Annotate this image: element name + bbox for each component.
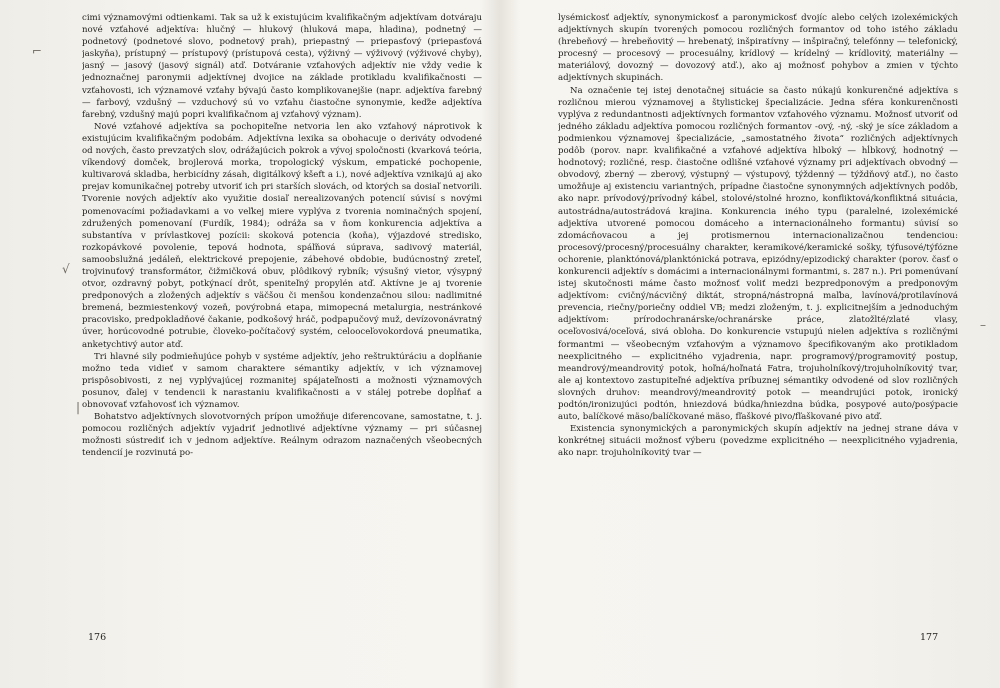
margin-line-mark: | — [76, 400, 81, 414]
right-page — [558, 12, 958, 459]
book-gutter — [498, 0, 500, 688]
page-number: 176 — [88, 632, 107, 643]
paragraph: Na označenie tej istej denotačnej situácie sa často núkajú konkurenčné adjektíva s rozličnou mierou významovej a štylistickej špecializácie. Jedna sféra konkurenčnosti vyplýva z redundantnosti adjektívnych formantov vzťahového významu. Možnosť utvoriť od jedného základu adjektíva pomocou rozličných formantov -ový, -ný, -ský je síce základom a podmienkou významovej špecializácie, „samostatného života“ rozličných adjektívnych podôb (porov. napr. kvalifikačné a vzťahové adjektíva hlboký — hĺbkový, hodnotný — hodnotový; rozličné, resp. čiastočne odlišné vzťahové významy pri adjektívach obvodný — obvodový, zberný — zberový, výstupný — výstupový, týždenný — týždňový atď.), no často umožňuje aj existenciu variantných, prípadne čiastočne synonymných adjektívnych podôb, ako napr. prívodový/prívodný kábel, stolové/stolné hrozno, konfliktová/konfliktná situácia, autostrádna/autostrádová krajina. Konkurencia iného typu (paralelné, izolexémické adjektíva utvorené pomocou domáceho a internacionálneho formantu) súvisí so zdomácňovacou a jej protismernou internacionalizačnou tendenciou: procesový/procesný/procesuálny charakter, keramikové/keramické sošky, týfusové/týfózne ochorenie, planktónová/planktónická potrava, epizódny/epizodický charakter (porov. časť o konkurencii adjektív s domácimi a internacionálnymi formantmi, s. 287 n.). Pri pomenúvaní istej skutočnosti máme často možnosť voliť medzi bezpredponovým a predponovým adjektívom: cvičný/nácvičný diktát, stropná/nástropná maľba, lavínová/protilavínová prevencia, riečny/poriečny oddiel VB; medzi zloženým, t. j. explicitnejším a jednoduchým adjektívom: prírodochranárske/ochranárske práce, zlatožlté/zlaté vlasy, oceľovosivá/oceľová, sivá obloha. Do konkurencie vstupujú nielen adjektíva s rozličnými formantmi — všeobecným vzťahovým a významovo špecifikovaným ako protikladom neexplicitného — explicitného vyjadrenia, napr. programový/programovitý postup, meandrový/meandrovitý potok, hoľná/hoľnatá Fatra, trojuholníkový/trojuholníkovitý tvar, ale aj kontextovo zastupiteľné adjektíva príbuznej sémantiky odvodené od slov rozličných slovných druhov: meandrový/meandrovitý potok — meandrujúci potok, ironický podtón/ironizujúci podtón, hniezdová búdka/hniezdna búdka, posypové auto/posýpacie auto, balíčkové mäso/balíčkované mäso, fľaškové pivo/fľaškované pivo atď. — [558, 85, 958, 423]
paragraph: Existencia synonymických a paronymických skupín adjektív na jednej strane dáva v konkrétnej situácii možnosť výberu (povedzme explicitného — neexplicitného vyjadrenia, ako napr. trojuholníkovitý tvar — — [558, 424, 958, 459]
margin-mark: ⌐ — [32, 44, 43, 58]
paragraph: cimi významovými odtienkami. Tak sa už k existujúcim kvalifikačným adjektívam dotváraju nové vzťahové adjektíva: hlučný — hlukový (hluková mapa, hladina), podnetný — podnetový (podnetové slovo, podnetový prah), priepastný — priepasťový (priepasťová jaskyňa), prístupný — prístupový (prístupová cesta), výživný — výživový (výživové chyby), jasný — jasový (jasový signál) atď. Dotváranie vzťahových adjektív nie vždy vedie k jednoznačnej paronymii adjektívnej dvojice na základe protikladu kvalifikačnosti — vzťahovosti, ich významové vzťahy bývajú často komplikovanejšie (napr. adjektíva farebný — farbový, vzdušný — vzduchový sú vo vzťahu čiastočne synonymie, keďže adjektíva farebný, vzdušný majú popri kvalifikačnom aj vzťahový význam). — [82, 13, 482, 120]
margin-check-mark: √ — [62, 262, 70, 276]
paragraph: Bohatstvo adjektívnych slovotvorných prípon umožňuje diferencovane, samostatne, t. j. pomocou rozličných adjektív vyjadriť jednotlivé adjektívne významy — pri súčasnej možnosti sústrediť ich v jednom adjektíve. Reálnym odrazom naznačených všeobecných tendencií je rozvinutá po- — [82, 412, 482, 459]
paragraph: Nové vzťahové adjektíva sa pochopiteľne netvoria len ako vzťahový náprotivok k existujúcim kvalifikačným podobám. Adjektívna lexika sa obohacuje o deriváty odvodené od nových, často prevzatých slov, odrážajúcich pokrok a vývoj spoločnosti (kvarková teória, víkendový domček, brojlerová morka, tropologický výskum, empatické pochopenie, kultivarová skladba, herbicídny zásah, digitálkový kšeft a i.), nové adjektíva vznikajú aj ako prejav komunikačnej potreby utvoriť ich pri starších slovách, od ktorých sa dosiaľ netvorili. Tvorenie nových adjektív ako využitie dosiaľ nerealizovaných potencií súvisí s novými pomenovacími požiadavkami a vo veľkej miere vyplýva z tvorenia nominačných spojení, združených pomenovaní (Furdík, 1984); odráža sa v ňom konkurencia adjektíva a substantíva v prívlastkovej pozícii: skoková potencia (koňa), výjazdové stredisko, rozkopávkové povolenie, tepová hodnota, spáľňová súprava, sadivový materiál, samoobslužná jedáleň, elektrickové prepojenie, zábehové obdobie, budúcnostný zreteľ, trojvinuťový transformátor, čižmičková obuv, plôdikový rybník; výsušný vietor, výsypný otvor, ozdravný pobyt, potkýnací drôt, speniteľný propylén atď. Aktívne je aj tvorenie predponových a zložených adjektív s väčšou či menšou kondenzačnou silou: nadlimitné bremená, bezmiestenkový vozeň, povýrobná etapa, mimopecná metalurgia, nestránkové pracovisko, predpokladňové čakanie, podkošový hráč, podpapučový muž, devízovonávratný úver, horúcovodné potrubie, človeko-počítačový systém, celooceľovokordová pneumatika, anketychtivý autor atď. — [82, 121, 482, 350]
page-number: 177 — [920, 632, 939, 643]
left-page — [82, 12, 482, 459]
paragraph: lysémickosť adjektív, synonymickosť a paronymickosť dvojíc alebo celých izolexémických adjektívnych skupín tvorených pomocou rozličných formantov od toho istého základu (hrebeňový — hrebeňovitý — hrebenatý, inšpiratívny — inšpiračný, telefónny — telefonický, procesný — procesový — procesuálny, krídlový — krídelný — krídlovitý, materiálny — materiálový, dovozný — dovozový atď.), ako aj možnosť pohybov a zmien v týchto adjektívnych skupinách. — [558, 13, 958, 84]
paragraph: Tri hlavné sily podmieňujúce pohyb v systéme adjektív, jeho reštruktúráciu a dopĺňanie možno teda vidieť v samom charaktere sémantiky adjektív, v ich významovej prispôsobivosti, z nej vyplývajúcej rozmanitej spájateľnosti a možnosti významových posunov, ďalej v tendencii k narastaniu kvalifikačnosti a v stálej potrebe dopĺňať a obnovovať vzťahovosť ich významov. — [82, 351, 482, 410]
margin-dash-mark: – — [980, 318, 986, 332]
